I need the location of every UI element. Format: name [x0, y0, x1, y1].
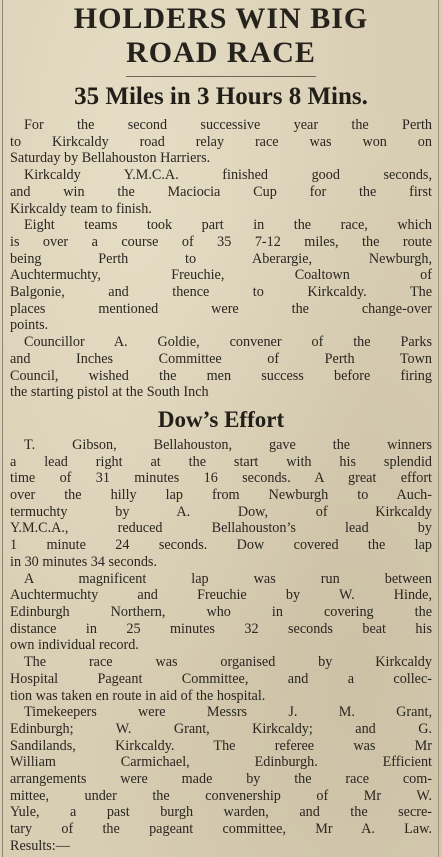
- article-paragraph: [10, 334, 432, 401]
- text-line: and win the Maciocia Cup for the first: [10, 183, 432, 200]
- subheadline: 35 Miles in 3 Hours 8 Mins.: [74, 83, 368, 110]
- article-paragraph: [10, 704, 432, 854]
- text-line: Council, wished the men success before firing: [10, 367, 432, 384]
- text-line: For the second successive year the Perth: [24, 117, 432, 133]
- article-paragraph: [10, 437, 432, 571]
- article-paragraph: [10, 654, 432, 704]
- text-line: mittee, under the convenership of Mr W.: [10, 787, 432, 804]
- text-line: arrangements were made by the race com-: [10, 771, 432, 788]
- text-line: to Kirkcaldy road relay race was won on: [10, 133, 432, 150]
- text-line: time of 31 minutes 16 seconds. A great effort: [10, 470, 432, 487]
- text-line: and Inches Committee of Perth Town: [10, 350, 432, 367]
- text-line: Results:—: [10, 837, 70, 854]
- text-line: tary of the pageant committee, Mr A. Law.: [10, 821, 432, 838]
- text-line: T. Gibson, Bellahouston, gave the winners: [24, 436, 432, 453]
- text-line: tion was taken en route in aid of the hospital.: [10, 687, 266, 704]
- column-rule-left: [2, 0, 3, 857]
- text-line: Y.M.C.A., reduced Bellahouston’s lead by: [10, 520, 432, 537]
- article-paragraph: [10, 571, 432, 655]
- text-line: Sandilands, Kirkcaldy. The referee was Mr: [10, 737, 432, 754]
- text-line: being Perth to Aberargie, Newburgh,: [10, 250, 432, 267]
- text-line: points.: [10, 317, 49, 334]
- text-line: William Carmichael, Edinburgh. Efficient: [10, 754, 432, 771]
- headline-divider: [126, 76, 316, 77]
- text-line: the starting pistol at the South Inch: [10, 384, 209, 401]
- text-line: own individual record.: [10, 637, 139, 654]
- article-body-bottom: [0, 437, 442, 855]
- headline: [0, 0, 442, 70]
- headline-line-2: ROAD RACE: [126, 36, 316, 69]
- text-line: a lead right at the start with his splendid: [10, 453, 432, 470]
- text-line: A magnificent lap was run between: [24, 570, 432, 587]
- text-line: Kirkcaldy team to finish.: [10, 200, 152, 217]
- column-rule-right: [438, 0, 439, 857]
- text-line: Hospital Pageant Committee, and a collec-: [10, 670, 432, 687]
- text-line: Councillor A. Goldie, convener of the Parks: [24, 334, 432, 351]
- text-line: Auchtermuchty, Freuchie, Coaltown of: [10, 267, 432, 284]
- text-line: over the hilly lap from Newburgh to Auch-: [10, 487, 432, 504]
- text-line: Saturday by Bellahouston Harriers.: [10, 150, 211, 167]
- section-heading: Dow’s Effort: [157, 406, 285, 432]
- text-line: Edinburgh Northern, who in covering the: [10, 603, 432, 620]
- headline-line-1: HOLDERS WIN BIG: [73, 2, 369, 35]
- article-paragraph: [10, 167, 432, 217]
- text-line: Auchtermuchty and Freuchie by W. Hinde,: [10, 587, 432, 604]
- text-line: is over a course of 35 7-12 miles, the route: [10, 233, 432, 250]
- text-line: Edinburgh; W. Grant, Kirkcaldy; and G.: [10, 720, 432, 737]
- text-line: Eight teams took part in the race, which: [24, 217, 432, 234]
- text-line: The race was organised by Kirkcaldy: [24, 654, 432, 671]
- article-body-top: [0, 117, 442, 401]
- article-paragraph: [10, 117, 432, 167]
- text-line: distance in 25 minutes 32 seconds beat his: [10, 620, 432, 637]
- text-line: termuchty by A. Dow, of Kirkcaldy: [10, 503, 432, 520]
- text-line: places mentioned were the change-over: [10, 300, 432, 317]
- text-line: Kirkcaldy Y.M.C.A. finished good seconds,: [24, 167, 432, 184]
- text-line: Yule, a past burgh warden, and the secre-: [10, 804, 432, 821]
- text-line: Balgonie, and thence to Kirkcaldy. The: [10, 284, 432, 301]
- article-paragraph: [10, 217, 432, 334]
- text-line: Timekeepers were Messrs J. M. Grant,: [24, 704, 432, 721]
- text-line: 1 minute 24 seconds. Dow covered the lap: [10, 537, 432, 554]
- text-line: in 30 minutes 34 seconds.: [10, 553, 157, 570]
